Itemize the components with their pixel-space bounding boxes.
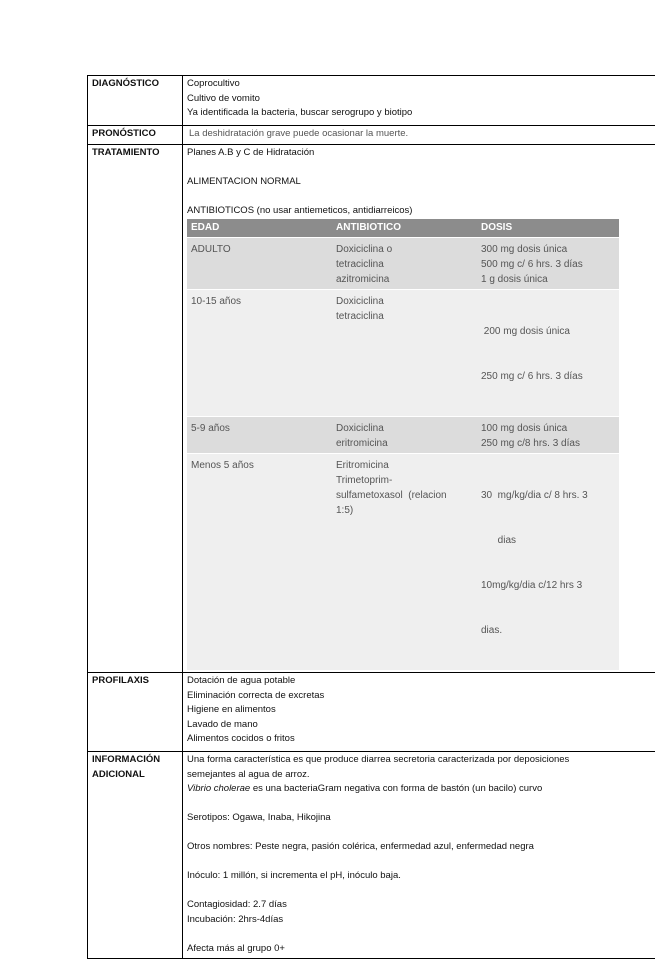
content-profilaxis: [183, 673, 655, 752]
cell-antibiotico: [332, 290, 477, 417]
tratamiento-line: ANTIBIOTICOS (no usar antiemeticos, antidiarreicos): [187, 204, 655, 219]
antibiotico-line: azitromicina: [336, 272, 473, 287]
antibiotic-table: [187, 219, 619, 670]
cell-antibiotico: [332, 454, 477, 671]
cell-antibiotico: [332, 417, 477, 454]
row-profilaxis: [88, 673, 655, 752]
cell-dosis: [477, 238, 619, 290]
dosis-line: dias.: [481, 623, 615, 638]
antibiotico-line: Doxiciclina: [336, 294, 473, 309]
cell-antibiotico: [332, 238, 477, 290]
content-informacion: [183, 752, 655, 959]
cell-edad: ADULTO: [187, 238, 332, 290]
diagnostico-line: Cultivo de vomito: [187, 92, 655, 107]
antibiotico-line: eritromicina: [336, 436, 473, 451]
info-line: Inóculo: 1 millón, si incrementa el pH, inóculo baja.: [187, 869, 655, 884]
label-profilaxis: PROFILAXIS: [88, 673, 183, 752]
profilaxis-line: Higiene en alimentos: [187, 703, 655, 718]
label-tratamiento: TRATAMIENTO: [88, 144, 183, 673]
info-line: Una forma característica es que produce diarrea secretoria caracterizada por deposiciones: [187, 753, 655, 768]
info-line: Otros nombres: Peste negra, pasión colérica, enfermedad azul, enfermedad negra: [187, 840, 655, 855]
dosis-line: dias: [481, 533, 615, 548]
profilaxis-line: Eliminación correcta de excretas: [187, 689, 655, 704]
dosis-line: 100 mg dosis única: [481, 421, 615, 436]
cell-dosis: [477, 417, 619, 454]
profilaxis-line: Lavado de mano: [187, 718, 655, 733]
table-row: [187, 238, 619, 290]
antibiotico-line: Trimetoprim-: [336, 473, 473, 488]
cell-edad: 10-15 años: [187, 290, 332, 417]
cell-dosis: [477, 454, 619, 671]
dosis-line: 300 mg dosis única: [481, 242, 615, 257]
label-informacion-line: INFORMACIÓN: [92, 753, 178, 768]
table-row: [187, 454, 619, 671]
profilaxis-line: Alimentos cocidos o fritos: [187, 732, 655, 747]
label-diagnostico: DIAGNÓSTICO: [88, 76, 183, 126]
info-line: Afecta más al grupo 0+: [187, 942, 655, 957]
table-row: [187, 417, 619, 454]
info-line: Incubación: 2hrs-4días: [187, 913, 655, 928]
info-line: Serotipos: Ogawa, Inaba, Hikojina: [187, 811, 655, 826]
row-diagnostico: [88, 76, 655, 126]
label-pronostico: PRONÓSTICO: [88, 126, 183, 145]
header-edad: EDAD: [187, 219, 332, 238]
dosis-line: 250 mg c/8 hrs. 3 días: [481, 436, 615, 451]
dosis-line: 500 mg c/ 6 hrs. 3 días: [481, 257, 615, 272]
content-tratamiento: [183, 144, 655, 673]
antibiotico-line: tetraciclina: [336, 257, 473, 272]
cell-edad: 5-9 años: [187, 417, 332, 454]
tratamiento-line: ALIMENTACION NORMAL: [187, 175, 655, 190]
header-dosis: DOSIS: [477, 219, 619, 238]
label-informacion: [88, 752, 183, 959]
dosis-line: 30 mg/kg/dia c/ 8 hrs. 3: [481, 488, 615, 503]
table-row: [187, 290, 619, 417]
antibiotico-line: Doxiciclina: [336, 421, 473, 436]
tratamiento-line: Planes A.B y C de Hidratación: [187, 146, 655, 161]
label-informacion-line: ADICIONAL: [92, 768, 178, 783]
content-diagnostico: [183, 76, 655, 126]
info-vibrio-line: [187, 782, 655, 797]
header-antibiotico: ANTIBIOTICO: [332, 219, 477, 238]
dosis-line: 200 mg dosis única: [481, 324, 615, 339]
info-line: semejantes al agua de arroz.: [187, 768, 655, 783]
diagnostico-line: Ya identificada la bacteria, buscar serogrupo y biotipo: [187, 106, 655, 121]
vibrio-description: es una bacteriaGram negativa con forma de bastón (un bacilo) curvo: [250, 783, 542, 794]
profilaxis-line: Dotación de agua potable: [187, 674, 655, 689]
dosis-line: 1 g dosis única: [481, 272, 615, 287]
antibiotico-line: 1:5): [336, 503, 473, 518]
document-page: [87, 75, 652, 959]
dosis-line: 250 mg c/ 6 hrs. 3 días: [481, 369, 615, 384]
antibiotic-header-row: [187, 219, 619, 238]
info-table: [87, 75, 655, 959]
antibiotico-line: Doxiciclina o: [336, 242, 473, 257]
vibrio-name: Vibrio cholerae: [187, 783, 250, 794]
diagnostico-line: Coprocultivo: [187, 77, 655, 92]
cell-dosis: [477, 290, 619, 417]
content-pronostico: [183, 126, 655, 145]
antibiotico-line: tetraciclina: [336, 309, 473, 324]
dosis-line: 10mg/kg/dia c/12 hrs 3: [481, 578, 615, 593]
antibiotico-line: sulfametoxasol (relacion: [336, 488, 473, 503]
info-line: Contagiosidad: 2.7 días: [187, 898, 655, 913]
pronostico-text: La deshidratación grave puede ocasionar la muerte.: [187, 127, 655, 142]
antibiotico-line: Eritromicina: [336, 458, 473, 473]
cell-edad: Menos 5 años: [187, 454, 332, 671]
row-pronostico: [88, 126, 655, 145]
row-informacion: [88, 752, 655, 959]
row-tratamiento: [88, 144, 655, 673]
